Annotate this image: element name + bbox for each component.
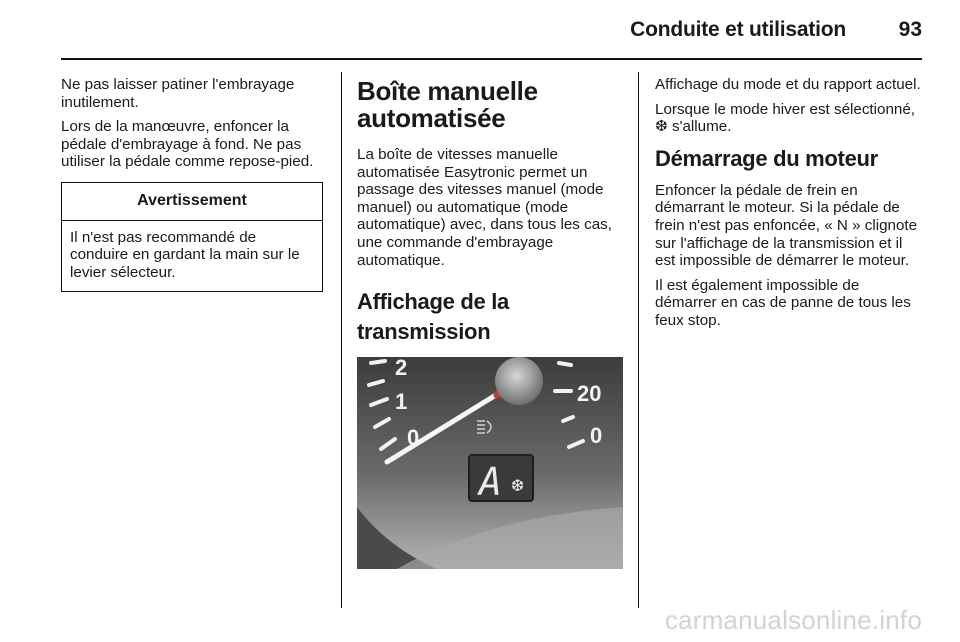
speed-label-0: 0: [590, 423, 603, 449]
paragraph: Ne pas laisser patiner l'embrayage inutilement.: [61, 76, 295, 111]
page-header: [0, 0, 960, 62]
page-number: 93: [898, 18, 922, 41]
column-divider-1: [341, 72, 342, 608]
paragraph: Affichage du mode et du rapport actuel.: [655, 76, 921, 93]
paragraph: La boîte de vitesses manuelle automatisée Easytronic permet un passage des vitesses manuel (mode manuel) ou automatique (mode automatique) avec, dans tous les cas, une commande d'embrayage automatique.: [357, 146, 612, 269]
transmission-display-figure: [357, 357, 623, 569]
paragraph-text: s'allume.: [671, 118, 732, 136]
gauge-hub: [495, 357, 543, 405]
tach-label-1: 1: [395, 389, 408, 415]
chapter-title: Conduite et utilisation: [630, 18, 846, 41]
column-middle: [357, 76, 623, 569]
tach-label-2: 2: [395, 357, 408, 381]
paragraph: Il est également impossible de démarrer en cas de panne de tous les feux stop.: [655, 276, 911, 329]
header-rule: [61, 58, 922, 60]
section-heading: Démarrage du moteur: [655, 145, 878, 171]
watermark: carmanualsonline.info: [664, 605, 922, 635]
paragraph: Enfoncer la pédale de frein en démarrant le moteur. Si la pédale de frein n'est pas enfoncée, « N » clignote sur l'affichage de la transmission et il est impossible de démarrer le moteur.: [655, 181, 918, 270]
gear-mode-letter: A: [479, 460, 502, 505]
paragraph: Lors de la manœuvre, enfoncer la pédale d'embrayage à fond. Ne pas utiliser la pédale comme repose-pied.: [61, 118, 314, 171]
warning-box: [61, 182, 323, 292]
column-divider-2: [638, 72, 639, 608]
warning-text: Il n'est pas recommandé de conduire en gardant la main sur le levier sélecteur.: [70, 228, 300, 281]
tach-label-0: 0: [407, 425, 420, 451]
snowflake-icon: ❆: [511, 476, 525, 496]
section-heading: Boîte manuelle automatisée: [357, 76, 538, 133]
paragraph-text: Lorsque le mode hiver est sélectionné,: [655, 100, 916, 118]
speed-label-20: 20: [577, 381, 602, 407]
subsection-heading: Affichage de la transmission: [357, 289, 509, 345]
column-left: [61, 76, 323, 292]
column-right: [655, 76, 923, 337]
warning-title: Avertissement: [62, 183, 322, 221]
paragraph: [655, 101, 923, 136]
snowflake-icon: ❆: [655, 117, 668, 136]
